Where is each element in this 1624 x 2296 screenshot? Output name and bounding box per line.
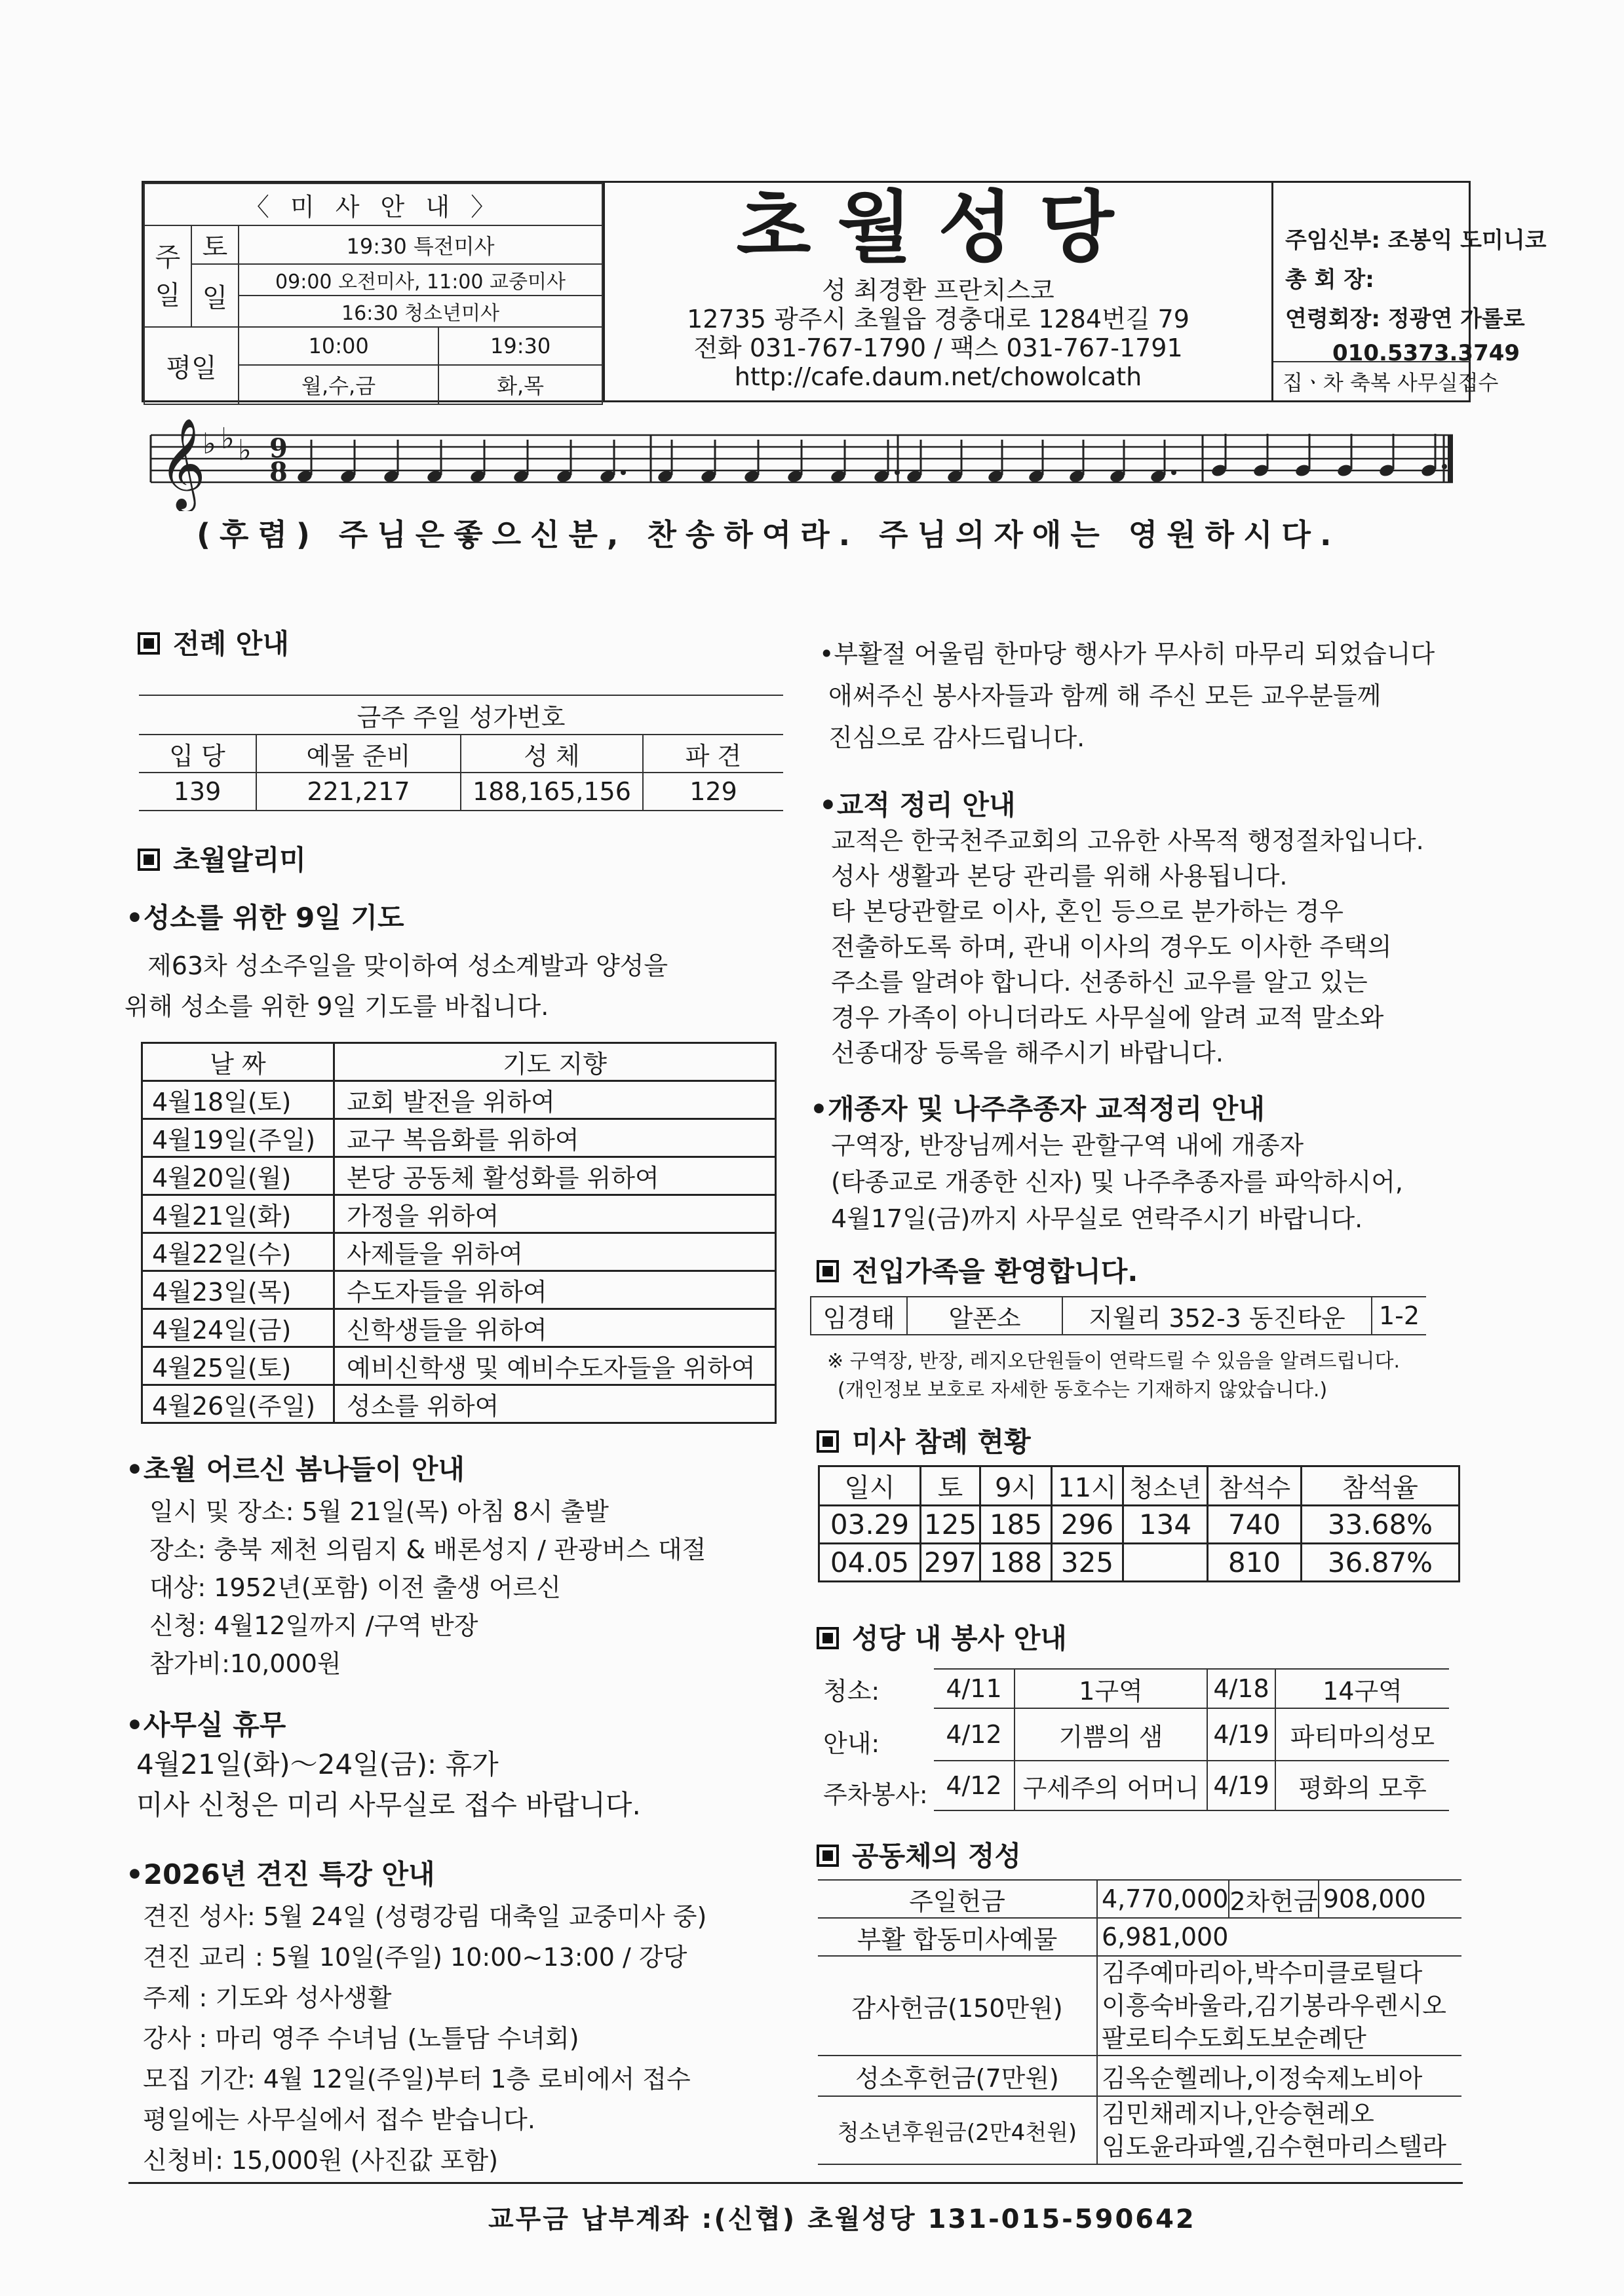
novena-table — [141, 1042, 777, 1424]
registry-line: 주소를 알려야 합니다. 선종하신 교우를 알고 있는 — [831, 968, 1368, 997]
registry-line: 타 본당관할로 이사, 혼인 등으로 분가하는 경우 — [831, 897, 1344, 926]
novena-text-1: 제63차 성소주일을 맞이하여 성소계발과 양성을 — [147, 951, 668, 980]
elders-trip-line: 장소: 충북 제천 의림지 & 배론성지 / 관광버스 대절 — [149, 1535, 706, 1564]
registry-title: •교적 정리 안내 — [819, 789, 1016, 821]
novena-row — [142, 1157, 776, 1195]
registry-line: 교적은 한국천주교회의 고유한 사목적 행정절차입니다. — [831, 826, 1424, 855]
offering-value: 908,000 — [1319, 1880, 1461, 1918]
square-bullet-icon — [138, 632, 160, 655]
weekday-label: 평일 — [144, 327, 239, 404]
association-head: 연령회장: 정광연 가롤로 — [1285, 306, 1525, 332]
novena-title: •성소를 위한 9일 기도 — [126, 902, 404, 934]
service-date: 4/12 — [934, 1761, 1015, 1810]
newcomers-heading-text: 전입가족을 환영합니다. — [852, 1255, 1138, 1288]
offering-label: 청소년후원금(2만4천원) — [818, 2096, 1097, 2164]
elders-trip-line: 신청: 4월12일까지 /구역 반장 — [149, 1611, 478, 1640]
office-closed-body — [136, 1744, 641, 1826]
elders-trip-body — [149, 1493, 706, 1683]
easter-thanks — [819, 633, 1435, 759]
converts-line: 4월17일(금)까지 사무실로 연락주시기 바랍니다. — [831, 1204, 1363, 1233]
novena-intent: 예비신학생 및 예비수도자들을 위하여 — [334, 1347, 776, 1385]
newcomer-district: 1-2 — [1372, 1297, 1426, 1335]
church-phone: 전화 031-767-1790 / 팩스 031-767-1791 — [693, 334, 1183, 362]
converts-body — [831, 1127, 1403, 1237]
newcomers-table — [810, 1296, 1426, 1335]
attendance-cell — [1123, 1544, 1208, 1582]
flat-icon: ♭ — [221, 422, 235, 455]
novena-intent: 사제들을 위하여 — [334, 1233, 776, 1271]
square-bullet-icon — [817, 1845, 839, 1867]
newcomer-baptismal-name: 알폰소 — [907, 1297, 1062, 1335]
offering-label: 주일헌금 — [818, 1880, 1097, 1918]
novena-intent: 교회 발전을 위하여 — [334, 1081, 776, 1119]
office-closed-line: 4월21일(화)～24일(금): 휴가 — [136, 1748, 499, 1780]
novena-date: 4월26일(주일) — [142, 1385, 334, 1423]
converts-line: 구역장, 반장님께서는 관할구역 내에 개종자 — [831, 1131, 1304, 1160]
footer-rule — [128, 2182, 1463, 2184]
novena-row — [142, 1081, 776, 1119]
offering-heading-text: 공동체의 정성 — [852, 1840, 1022, 1872]
office-closed-title: •사무실 휴무 — [126, 1709, 286, 1741]
office-closed-line: 미사 신청은 미리 사무실로 접수 바랍니다. — [136, 1789, 641, 1821]
easter-thanks-line: 애써주신 봉사자들과 함께 해 주신 모든 교우분들께 — [828, 681, 1382, 710]
attendance-col: 청소년 — [1123, 1466, 1208, 1506]
novena-row — [142, 1233, 776, 1271]
confirmation-line: 평일에는 사무실에서 접수 받습니다. — [143, 2105, 535, 2134]
refrain-lyrics: (후렴) 주님은좋으신분, 찬송하여라. 주님의자애는 영원하시다. — [197, 517, 1341, 552]
newcomers-note-1: ※ 구역장, 반장, 레지오단원들이 연락드릴 수 있음을 알려드립니다. — [827, 1350, 1400, 1373]
novena-row — [142, 1271, 776, 1309]
novena-row — [142, 1119, 776, 1157]
attendance-cell: 810 — [1208, 1544, 1302, 1582]
music-score — [147, 413, 1471, 511]
novena-date: 4월22일(수) — [142, 1233, 334, 1271]
note-dot — [1442, 464, 1447, 469]
novena-col-date: 날 짜 — [142, 1043, 334, 1081]
newcomer-name: 임경태 — [811, 1297, 907, 1335]
hymn-table — [139, 695, 783, 811]
note-dot — [895, 470, 900, 475]
attendance-cell: 33.68% — [1302, 1506, 1460, 1544]
converts-title: •개종자 및 나주추종자 교적정리 안내 — [810, 1093, 1265, 1125]
service-group: 파티마의성모 — [1275, 1708, 1449, 1761]
attendance-table — [818, 1465, 1460, 1582]
notice-heading-text: 초월알리미 — [173, 844, 306, 876]
sunday-label-bottom: 일 — [155, 280, 181, 311]
church-info — [605, 183, 1273, 400]
service-label: 안내: — [823, 1729, 880, 1758]
elders-trip-line: 일시 및 장소: 5월 21일(목) 아침 8시 출발 — [149, 1497, 609, 1526]
liturgy-heading — [138, 622, 289, 662]
mass-schedule-title: 〈 미 사 안 내 〉 — [144, 183, 602, 225]
youth-donor-line: 김민채레지나,안승현레오 — [1102, 2099, 1374, 2128]
novena-rows — [142, 1081, 776, 1423]
confirmation-line: 주제 : 기도와 성사생활 — [143, 1983, 392, 2012]
offering-value: 김옥순헬레나,이정숙제노비아 — [1097, 2056, 1461, 2096]
hymn-val: 221,217 — [256, 773, 461, 811]
novena-row — [142, 1309, 776, 1347]
header-box — [142, 181, 1547, 402]
saturday-mass-time: 19:30 특전미사 — [239, 225, 602, 264]
church-name: 초월성당 — [736, 182, 1140, 273]
novena-text-2: 위해 성소를 위한 9일 기도를 바칩니다. — [125, 992, 549, 1021]
attendance-col: 토 — [921, 1466, 980, 1506]
hymn-val: 129 — [643, 773, 783, 811]
sunday-mass-time-2: 16:30 청소년미사 — [239, 296, 602, 327]
novena-date: 4월20일(월) — [142, 1157, 334, 1195]
novena-intent: 본당 공동체 활성화를 위하여 — [334, 1157, 776, 1195]
weekday-days-2: 화,목 — [438, 365, 602, 404]
square-bullet-icon — [817, 1627, 839, 1649]
registry-line: 경우 가족이 아니더라도 사무실에 알려 교적 말소와 — [831, 1003, 1384, 1032]
square-bullet-icon — [817, 1430, 839, 1453]
attendance-cell: 740 — [1208, 1506, 1302, 1544]
newcomers-note — [827, 1347, 1400, 1405]
novena-col-intent: 기도 지향 — [334, 1043, 776, 1081]
newcomer-address: 지월리 352-3 동진타운 — [1062, 1297, 1372, 1335]
service-heading-text: 성당 내 봉사 안내 — [852, 1622, 1067, 1655]
confirmation-body — [143, 1896, 706, 2181]
novena-intent: 교구 복음화를 위하여 — [334, 1119, 776, 1157]
novena-intent: 가정을 위하여 — [334, 1195, 776, 1233]
attendance-col: 참석율 — [1302, 1466, 1460, 1506]
offering-value — [1097, 2096, 1461, 2164]
attendance-cell: 36.87% — [1302, 1544, 1460, 1582]
service-date: 4/18 — [1207, 1669, 1275, 1708]
notice-heading — [138, 839, 306, 878]
attendance-cell: 297 — [921, 1544, 980, 1582]
hymn-col: 예물 준비 — [256, 735, 461, 773]
novena-date: 4월21일(화) — [142, 1195, 334, 1233]
thanks-donor-line: 김주예마리아,박수미클로틸다 — [1102, 1959, 1423, 1987]
novena-date: 4월23일(목) — [142, 1271, 334, 1309]
service-group: 1구역 — [1015, 1669, 1207, 1708]
offering-table — [818, 1879, 1461, 2165]
confirmation-line: 신청비: 15,000원 (사진값 포함) — [143, 2146, 499, 2175]
novena-date: 4월25일(토) — [142, 1347, 334, 1385]
attendance-cell: 03.29 — [819, 1506, 921, 1544]
service-label: 주차봉사: — [823, 1780, 928, 1809]
time-signature: 9 — [269, 433, 288, 464]
novena-row — [142, 1195, 776, 1233]
novena-intent: 신학생들을 위하여 — [334, 1309, 776, 1347]
novena-row — [142, 1347, 776, 1385]
attendance-col: 9시 — [980, 1466, 1052, 1506]
council-president: 총 회 장: — [1285, 267, 1374, 293]
offering-value: 4,770,000 — [1097, 1880, 1229, 1918]
sunday-label-top: 주 — [155, 242, 181, 273]
service-group: 평화의 모후 — [1275, 1761, 1449, 1810]
hymn-col: 파 견 — [643, 735, 783, 773]
weekday-time-2: 19:30 — [438, 327, 602, 365]
novena-row — [142, 1385, 776, 1423]
service-group: 14구역 — [1275, 1669, 1449, 1708]
service-date: 4/19 — [1207, 1761, 1275, 1810]
registry-line: 성사 생활과 본당 관리를 위해 사용됩니다. — [831, 862, 1288, 890]
service-heading — [817, 1617, 1067, 1656]
saturday-label: 토 — [191, 225, 239, 264]
novena-date: 4월24일(금) — [142, 1309, 334, 1347]
service-label: 청소: — [823, 1677, 880, 1706]
attendance-cell: 134 — [1123, 1506, 1208, 1544]
easter-thanks-line: 진심으로 감사드립니다. — [828, 723, 1085, 752]
attendance-cell: 296 — [1052, 1506, 1123, 1544]
note-dot — [1171, 470, 1176, 475]
attendance-cell: 185 — [980, 1506, 1052, 1544]
donation-account: 교무금 납부계좌 :(신협) 초월성당 131-015-590642 — [488, 2204, 1196, 2234]
novena-intent: 수도자들을 위하여 — [334, 1271, 776, 1309]
hymn-col: 성 체 — [461, 735, 643, 773]
hymn-col: 입 당 — [139, 735, 256, 773]
time-signature: 8 — [269, 457, 288, 488]
confirmation-line: 강사 : 마리 영주 수녀님 (노틀담 수녀회) — [143, 2024, 579, 2053]
church-address: 12735 광주시 초월읍 경충대로 1284번길 79 — [687, 305, 1189, 334]
square-bullet-icon — [138, 849, 160, 871]
flat-icon: ♭ — [203, 427, 216, 461]
newcomers-note-2: (개인정보 보호로 자세한 동호수는 기재하지 않았습니다.) — [838, 1379, 1328, 1402]
service-table — [934, 1668, 1449, 1811]
registry-body — [831, 823, 1424, 1071]
sunday-label — [144, 225, 191, 327]
service-date: 4/11 — [934, 1669, 1015, 1708]
service-group: 구세주의 어머니 — [1015, 1761, 1207, 1810]
attendance-cell: 188 — [980, 1544, 1052, 1582]
hymn-table-title: 금주 주일 성가번호 — [139, 695, 783, 735]
confirmation-line: 모집 기간: 4월 12일(주일)부터 1층 로비에서 접수 — [143, 2065, 691, 2094]
church-url[interactable]: http://cafe.daum.net/chowolcath — [734, 362, 1142, 391]
youth-donor-line: 임도윤라파엘,김수현마리스텔라 — [1102, 2132, 1446, 2161]
hymn-val: 139 — [139, 773, 256, 811]
elders-trip-line: 대상: 1952년(포함) 이전 출생 어르신 — [149, 1573, 561, 1602]
novena-date: 4월19일(주일) — [142, 1119, 334, 1157]
sunday-day-label: 일 — [191, 264, 239, 327]
attendance-cell: 04.05 — [819, 1544, 921, 1582]
elders-trip-line: 참가비:10,000원 — [149, 1649, 341, 1678]
thanks-donor-line: 이흥숙바울라,김기봉라우렌시오 — [1102, 1991, 1446, 2020]
novena-intent: 성소를 위하여 — [334, 1385, 776, 1423]
offering-label: 감사헌금(150만원) — [818, 1956, 1097, 2056]
weekday-days-1: 월,수,금 — [239, 365, 438, 404]
flat-icon: ♭ — [238, 434, 252, 467]
converts-line: (타종교로 개종한 신자) 및 나주추종자를 파악하시어, — [831, 1168, 1403, 1196]
blessing-note: 집ㆍ차 축복 사무실접수 — [1273, 361, 1471, 400]
hymn-val: 188,165,156 — [461, 773, 643, 811]
pastor: 주임신부: 조봉익 도미니코 — [1285, 227, 1547, 254]
attendance-heading-text: 미사 참례 현황 — [852, 1426, 1031, 1458]
church-patron: 성 최경환 프란치스코 — [822, 276, 1054, 305]
confirmation-line: 견진 교리 : 5월 10일(주일) 10:00~13:00 / 강당 — [143, 1943, 687, 1972]
offering-heading — [817, 1835, 1021, 1874]
thanks-donor-line: 팔로티수도회도보순례단 — [1102, 2024, 1366, 2053]
service-group: 기쁨의 샘 — [1015, 1708, 1207, 1761]
novena-date: 4월18일(토) — [142, 1081, 334, 1119]
elders-trip-title: •초월 어르신 봄나들이 안내 — [126, 1453, 465, 1485]
registry-line: 선종대장 등록을 해주시기 바랍니다. — [831, 1039, 1224, 1067]
confirmation-title: •2026년 견진 특강 안내 — [126, 1858, 435, 1890]
offering-label: 부활 합동미사예물 — [818, 1918, 1097, 1956]
treble-clef-icon: 𝄞 — [159, 418, 206, 509]
note-dot — [621, 470, 626, 475]
service-date: 4/12 — [934, 1708, 1015, 1761]
newcomers-heading — [817, 1250, 1138, 1290]
attendance-cell: 125 — [921, 1506, 980, 1544]
attendance-cell: 325 — [1052, 1544, 1123, 1582]
association-phone: 010.5373.3749 — [1332, 340, 1520, 366]
attendance-col: 일시 — [819, 1466, 921, 1506]
mass-schedule — [144, 183, 605, 400]
offering-value: 6,981,000 — [1097, 1918, 1461, 1956]
attendance-heading — [817, 1421, 1031, 1460]
weekday-time-1: 10:00 — [239, 327, 438, 365]
attendance-col: 참석수 — [1208, 1466, 1302, 1506]
easter-thanks-line: •부활절 어울림 한마당 행사가 무사히 마무리 되었습니다 — [819, 640, 1435, 668]
liturgy-heading-text: 전례 안내 — [173, 628, 289, 660]
confirmation-line: 견진 성사: 5월 24일 (성령강림 대축일 교중미사 중) — [143, 1902, 707, 1931]
offering-label: 2차헌금 — [1229, 1880, 1318, 1918]
sunday-mass-time-1: 09:00 오전미사, 11:00 교중미사 — [239, 264, 602, 296]
service-date: 4/19 — [1207, 1708, 1275, 1761]
offering-value — [1097, 1956, 1461, 2056]
offering-label: 성소후헌금(7만원) — [818, 2056, 1097, 2096]
square-bullet-icon — [817, 1260, 839, 1282]
attendance-col: 11시 — [1052, 1466, 1123, 1506]
registry-line: 전출하도록 하며, 관내 이사의 경우도 이사한 주택의 — [831, 932, 1392, 961]
staff-info — [1273, 183, 1547, 400]
